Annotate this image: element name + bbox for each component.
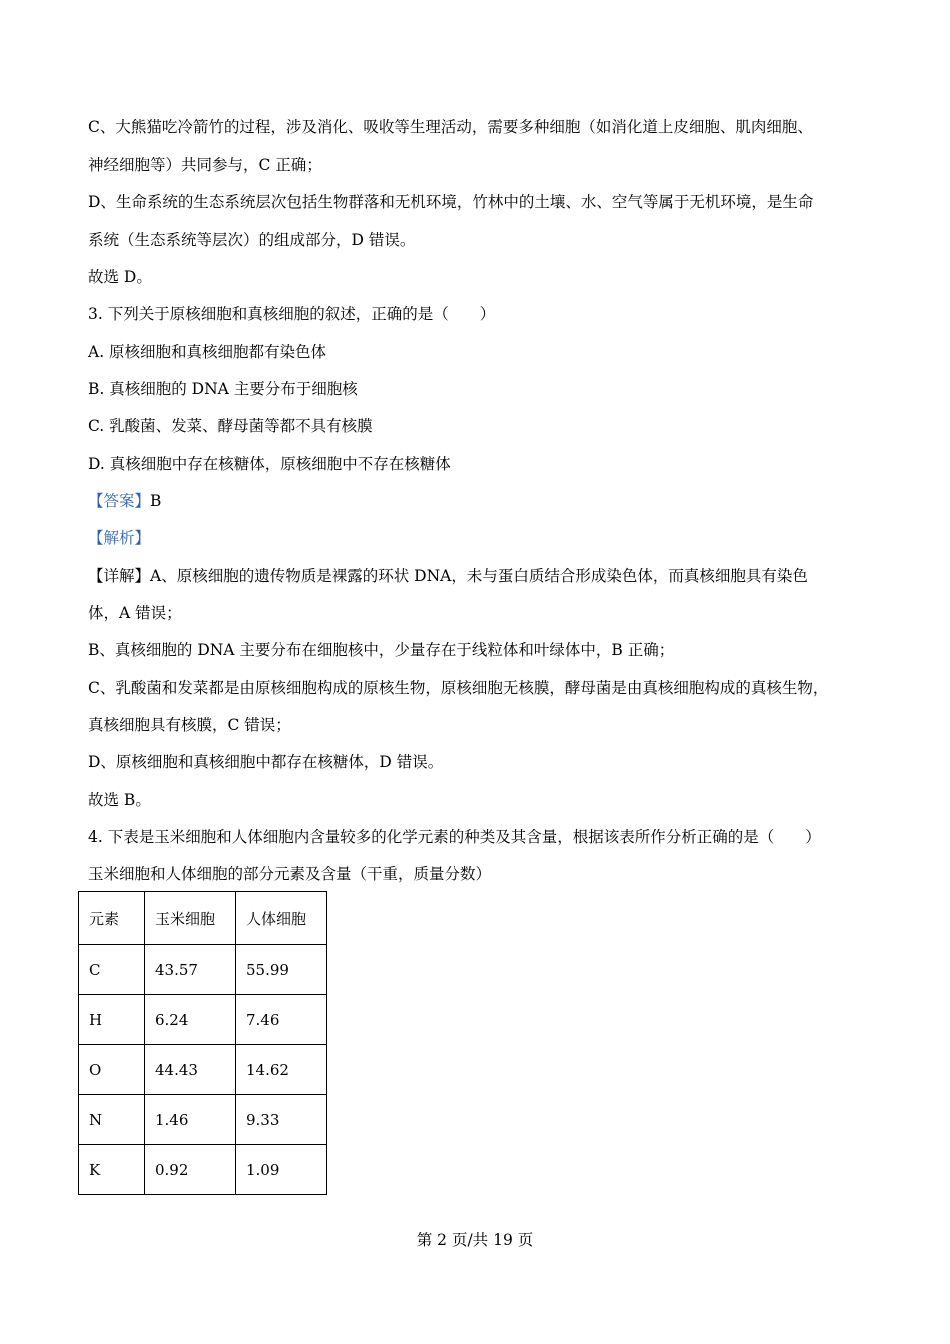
element-content-table (78, 891, 327, 1195)
table-header-cell: 人体细胞 (236, 892, 327, 945)
table-header-cell: 元素 (79, 892, 145, 945)
question-4-stem: 4. 下表是玉米细胞和人体细胞内含量较多的化学元素的种类及其含量，根据该表所作分析正确的是（ ） (88, 828, 821, 846)
table-cell: 55.99 (236, 945, 327, 995)
line-c-option-explain-cont: 神经细胞等）共同参与，C 正确； (88, 156, 322, 174)
table-cell: 7.46 (236, 995, 327, 1045)
table-header-cell: 玉米细胞 (145, 892, 236, 945)
line-c-option-explain: C、大熊猫吃冷箭竹的过程，涉及消化、吸收等生理活动，需要多种细胞（如消化道上皮细胞、肌肉细胞、 (88, 118, 813, 136)
line-d-option-explain: D、生命系统的生态系统层次包括生物群落和无机环境，竹林中的土壤、水、空气等属于无机环境，是生命 (88, 193, 814, 211)
table-caption: 玉米细胞和人体细胞的部分元素及含量（干重，质量分数） (88, 865, 492, 883)
question-3-option-b: B. 真核细胞的 DNA 主要分布于细胞核 (88, 380, 358, 398)
table-header-row (79, 892, 327, 945)
table-cell: O (79, 1045, 145, 1095)
table-cell: H (79, 995, 145, 1045)
answer-line (88, 491, 880, 511)
table-cell: N (79, 1095, 145, 1145)
table-row (79, 1095, 327, 1145)
table-cell: 6.24 (145, 995, 236, 1045)
line-choose-b: 故选 B。 (88, 791, 151, 809)
table-cell: C (79, 945, 145, 995)
table-cell: 1.09 (236, 1145, 327, 1195)
detail-tag: 【详解】 (88, 567, 151, 585)
detail-line-5: 真核细胞具有核膜，C 错误； (88, 716, 291, 734)
table-row (79, 945, 327, 995)
answer-tag: 【答案】 (88, 492, 151, 510)
table-row (79, 995, 327, 1045)
table-cell: K (79, 1145, 145, 1195)
detail-line-2: 体，A 错误； (88, 604, 182, 622)
line-d-option-explain-cont: 系统（生态系统等层次）的组成部分，D 错误。 (88, 231, 416, 249)
detail-line-4: C、乳酸菌和发菜都是由原核细胞构成的原核生物，原核细胞无核膜，酵母菌是由真核细胞构成的真核生物， (88, 679, 829, 697)
detail-text: A、原核细胞的遗传物质是裸露的环状 DNA，未与蛋白质结合形成染色体，而真核细胞具有染色 (150, 567, 808, 585)
detail-line-3: B、真核细胞的 DNA 主要分布在细胞核中，少量存在于线粒体和叶绿体中，B 正确； (88, 641, 675, 659)
table-cell: 9.33 (236, 1095, 327, 1145)
answer-value: B (150, 492, 162, 510)
table-cell: 1.46 (145, 1095, 236, 1145)
question-3-stem: 3. 下列关于原核细胞和真核细胞的叙述，正确的是（ ） (88, 305, 496, 323)
table-cell: 44.43 (145, 1045, 236, 1095)
question-3-option-d: D. 真核细胞中存在核糖体，原核细胞中不存在核糖体 (88, 455, 451, 473)
detail-line-6: D、原核细胞和真核细胞中都存在核糖体，D 错误。 (88, 753, 444, 771)
line-choose-d: 故选 D。 (88, 268, 152, 286)
table-row (79, 1045, 327, 1095)
detail-line-1 (88, 566, 880, 586)
question-3-option-a: A. 原核细胞和真核细胞都有染色体 (88, 343, 327, 361)
analysis-tag: 【解析】 (88, 529, 151, 547)
table-cell: 0.92 (145, 1145, 236, 1195)
page-footer: 第 2 页/共 19 页 (416, 1231, 534, 1249)
table-cell: 14.62 (236, 1045, 327, 1095)
question-3-option-c: C. 乳酸菌、发菜、酵母菌等都不具有核膜 (88, 417, 373, 435)
table-row (79, 1145, 327, 1195)
table-cell: 43.57 (145, 945, 236, 995)
